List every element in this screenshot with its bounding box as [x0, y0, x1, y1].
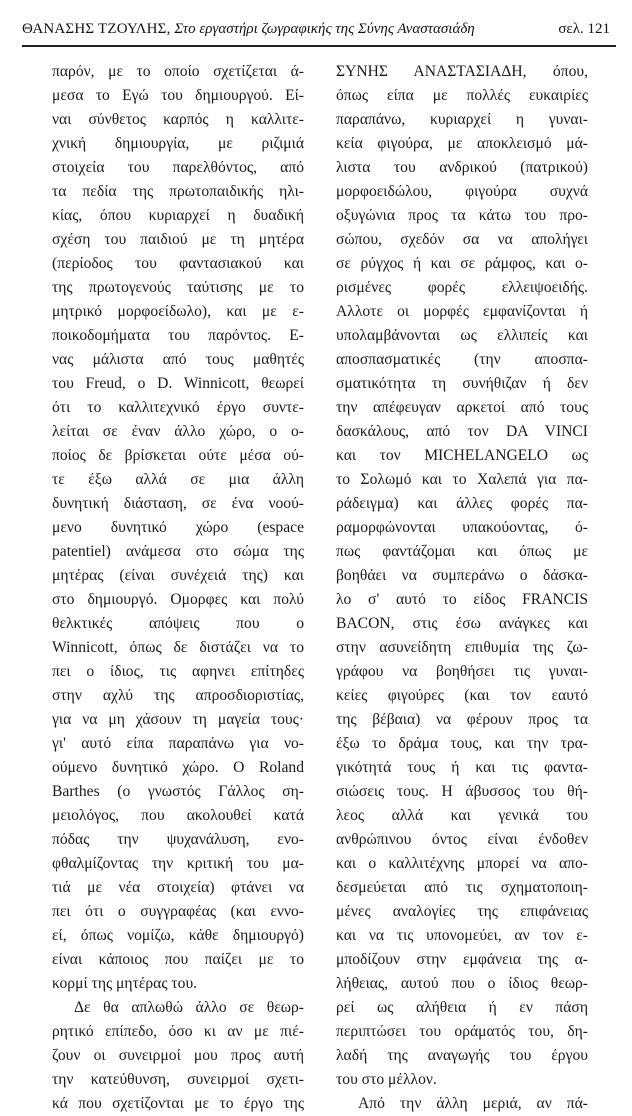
text-line: γι' αυτό είπα παραπάνω για νο- — [52, 735, 304, 752]
text-line: δασκάλους, από τον DA VINCI — [336, 423, 588, 440]
text-line: στοιχεία του παρελθόντος, από — [52, 159, 304, 176]
text-line: ράδειγμα) και άλλες φορές πα- — [336, 495, 588, 512]
text-line: στην αχλύ της απροσδιοριστίας, — [52, 687, 304, 704]
text-line: ναι σύνθετος καρπός η καλλιτε- — [52, 111, 304, 128]
right-column — [336, 60, 588, 1116]
text-line: φθαλμίζοντας την κριτική του μα- — [52, 855, 304, 872]
text-line: της πρωτογενούς ταύτισης με το — [52, 279, 304, 296]
text-line: πόδας την ψυχανάλυση, ενο- — [52, 831, 304, 848]
text-line: Winnicott, όπως δε διστάζει να το — [52, 639, 304, 656]
text-line: στην ασυνείδητη επιθυμία της ζω- — [336, 639, 588, 656]
text-line: το Σολωμό και το Χαλεπά για πα- — [336, 471, 588, 488]
text-line: μενο δυνητικό χώρο (espace — [52, 519, 304, 536]
text-line: σιώσεις τους. Η άβυσσος του θή- — [336, 783, 588, 800]
text-line: ζουν οι συνειρμοί μου προς αυτή — [52, 1047, 304, 1064]
text-line: Barthes (ο γνωστός Γάλλος ση- — [52, 783, 304, 800]
text-line: λήθειας, αυτού που ο ίδιος θεωρ- — [336, 975, 588, 992]
text-line: παραπάνω, κυριαρχεί η γυναι- — [336, 111, 588, 128]
text-line: την απέφευγαν αρκετοί από τους — [336, 399, 588, 416]
text-line: σχέση του παιδιού με τη μητέρα — [52, 231, 304, 248]
text-line: βοηθάει να συμπεράνω ο δάσκα- — [336, 567, 588, 584]
text-line: του στο μέλλον. — [336, 1071, 437, 1088]
text-line: τε έξω αλλά σε μια άλλη — [52, 471, 304, 488]
header-author: ΘΑΝΑΣΗΣ ΤΖΟΥΛΗΣ, — [22, 21, 171, 37]
text-line: γικότητά τους ή και τις φαντα- — [336, 759, 588, 776]
text-line: δυνητική διάσταση, σε ένα νοού- — [52, 495, 304, 512]
text-line: είναι κάποιος που παίζει με το — [52, 951, 304, 968]
text-line: γράφου να βοηθήσει τις γυναι- — [336, 663, 588, 680]
text-line: Αλλοτε οι μορφές εμφανίζονται ή — [336, 303, 588, 320]
text-line: τα πεδία της πρωτοπαιδικής ηλι- — [52, 183, 304, 200]
text-line: μορφοειδώλου, φιγούρα συχνά — [336, 183, 588, 200]
text-line: κεία φιγούρα, με αποκλεισμό μά- — [336, 135, 588, 152]
text-line: ούμενο δυνητικό χώρο. Ο Roland — [52, 759, 304, 776]
text-line: μητέρας (είναι συνέχειά της) και — [52, 567, 304, 584]
text-line: ρεί ως αλήθεια ή εν πάση — [336, 999, 588, 1016]
text-line: ρισμένες φορές ελλειψοειδής. — [336, 279, 588, 296]
text-line: πει ότι ο συγγραφέας (και εννο- — [52, 903, 304, 920]
text-line: ρητικό επίπεδο, όσο κι αν με πιέ- — [52, 1023, 304, 1040]
text-line: περιπτώσει του οράματός του, δη- — [336, 1023, 588, 1040]
text-line: μένες αναλογίες της επιφάνειας — [336, 903, 588, 920]
text-line: Δε θα απλωθώ άλλο σε θεωρ- — [74, 999, 304, 1016]
text-line: όπως είπα με πολλές ευκαιρίες — [336, 87, 588, 104]
header-title: Στο εργαστήρι ζωγραφικής της Σύνης Αναστασιάδη — [174, 21, 475, 37]
text-line: αποσπασματικές (την αποσπα- — [336, 351, 588, 368]
text-line: ανθρώπινου όντος είναι ένδοθεν — [336, 831, 588, 848]
text-line: λαδή της αναγωγής του έργου — [336, 1047, 588, 1064]
text-line: κορμί της μητέρας του. — [52, 975, 198, 992]
text-line: ραμορφώνονται υπακούοντας, ό- — [336, 519, 588, 536]
text-line: τιά με νέα στοιχεία) φτάνει να — [52, 879, 304, 896]
text-line: θελκτικές απόψεις που ο — [52, 615, 304, 632]
text-line: BACON, στις έσω ανάγκες και — [336, 615, 588, 632]
text-line: μητρικό μορφοείδωλο), και με ε- — [52, 303, 304, 320]
text-line: λεος αλλά και γενικά του — [336, 807, 588, 824]
text-line: σε ρύγχος ή και σε ράμφος, και ο- — [336, 255, 588, 272]
text-line: patentiel) ανάμεσα στο σώμα της — [52, 543, 304, 560]
text-line: κά που σχετίζονται με το έργο της — [52, 1095, 304, 1112]
text-line: υπολαμβάνονται ως ελλιπείς και — [336, 327, 588, 344]
text-line: χνική δημιουργία, με ριζιμιά — [52, 135, 304, 152]
text-line: κίας, όπου κυριαρχεί η δυαδική — [52, 207, 304, 224]
text-line: πως φαντάζομαι και όπως με — [336, 543, 588, 560]
text-line: πει ο ίδιος, τις αφηνει επίτηδες — [52, 663, 304, 680]
text-line: μεσα το Εγώ του δημιουργού. Εί- — [52, 87, 304, 104]
text-line: του Freud, ο D. Winnicott, θεωρεί — [52, 375, 304, 392]
text-line: ΣΥΝΗΣ ΑΝΑΣΤΑΣΙΑΔΗ, όπου, — [336, 63, 588, 80]
text-line: λο σ' αυτό το είδος FRANCIS — [336, 591, 588, 608]
text-line: την κατεύθυνση, συνειρμοί σχετι- — [52, 1071, 304, 1088]
text-line: λιστα του ανδρικού (πατρικού) — [336, 159, 588, 176]
text-line: για να μη χάσουν τη μαγεία τους· — [52, 711, 304, 728]
text-line: έξω το δράμα τους, και την τρα- — [336, 735, 588, 752]
text-line: μποδίζουν στην εμφάνεια της α- — [336, 951, 588, 968]
text-line: σώπου, σχεδόν σα να απολήγει — [336, 231, 588, 248]
text-line: στο δημιουργό. Ομορφες και πολύ — [52, 591, 304, 608]
text-line: νας μάλιστα από τους μαθητές — [52, 351, 304, 368]
text-line: (περίοδος του φαντασιακού και — [52, 255, 304, 272]
running-header — [22, 14, 614, 44]
text-line: λείται σε έναν άλλο χώρο, ο ο- — [52, 423, 304, 440]
header-rule — [22, 45, 616, 47]
text-line: παρόν, με το οποίο σχετίζεται ά- — [52, 63, 304, 80]
text-line: και να τις υπονομεύει, αν τον ε- — [336, 927, 588, 944]
page-number: σελ. 121 — [558, 21, 610, 37]
text-line: Από την άλλη μεριά, αν πά- — [358, 1095, 588, 1112]
left-column — [52, 60, 304, 1116]
text-line: μειολόγος, που ακολουθεί κατά — [52, 807, 304, 824]
text-line: δεσμεύεται από τις σχηματοποιη- — [336, 879, 588, 896]
text-line: και ο καλλιτέχνης μπορεί να απο- — [336, 855, 588, 872]
text-line: κείες φιγούρες (και τον εαυτό — [336, 687, 588, 704]
text-line: οξυγώνια προς τα κάτω του προ- — [336, 207, 588, 224]
text-line: ποικοδομήματα του παρόντος. Ε- — [52, 327, 304, 344]
text-line: ποίος δε βρίσκεται ούτε μέσα ού- — [52, 447, 304, 464]
text-line: και τον MICHELANGELO ως — [336, 447, 588, 464]
text-line: ότι το καλλιτεχνικό έργο συντε- — [52, 399, 304, 416]
text-line: εί, όπως νομίζω, κάθε δημιουργό) — [52, 927, 304, 944]
text-line: της βέβαια) να φέρουν προς τα — [336, 711, 588, 728]
text-line: σματικότητα τη συνήθιζαν ή δεν — [336, 375, 588, 392]
